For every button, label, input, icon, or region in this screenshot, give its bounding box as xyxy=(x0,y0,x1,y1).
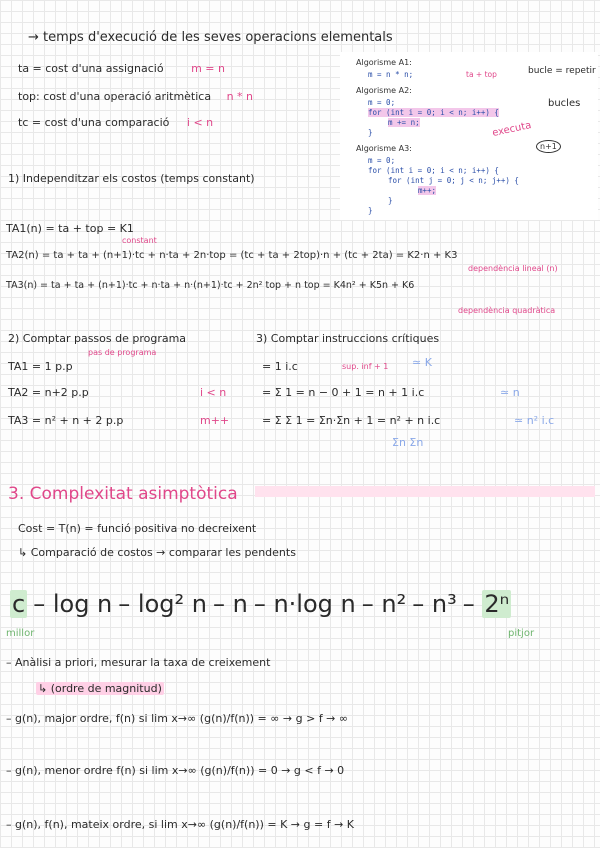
a3-line3: for (int j = 0; j < n; j++) { xyxy=(388,176,519,185)
order-3: n xyxy=(232,590,248,618)
order-2: log² n xyxy=(137,590,207,618)
a3-line5: } xyxy=(388,196,393,205)
ann-n1: n+1 xyxy=(536,140,561,153)
order-6: n³ xyxy=(431,590,457,618)
ann-bucles: bucles xyxy=(548,98,581,109)
step2-ta2: TA2 = n+2 p.p xyxy=(8,386,89,399)
ta2-cost: TA2(n) = ta + ta + (n+1)·tc + n·ta + 2n·top = (tc + ta + 2top)·n + (tc + 2ta) = K2·n + K3 xyxy=(6,250,458,261)
order-4: n·log n xyxy=(273,590,356,618)
ta2-note: dependència lineal (n) xyxy=(468,264,558,273)
step3-row1-cmp: ≃ K xyxy=(412,356,432,369)
step3-row3-pre: m++ xyxy=(200,414,230,427)
analysis-line: – Anàlisi a priori, mesurar la taxa de creixement xyxy=(6,656,271,669)
step3-row3-sub: Σn Σn xyxy=(392,436,424,449)
a3-title: Algorisme A3: xyxy=(356,144,412,153)
a2-title: Algorisme A2: xyxy=(356,86,412,95)
ta3-cost: TA3(n) = ta + ta + (n+1)·tc + n·ta + n·(n+1)·tc + 2n² top + n top = K4n² + K5n + K6 xyxy=(6,280,415,291)
ta3-note: dependència quadràtica xyxy=(458,306,556,315)
ta1-note: constant xyxy=(122,236,157,245)
step3-row2-cmp: ≃ n xyxy=(500,386,520,399)
a2-line2: for (int i = 0; i < n; i++) { xyxy=(368,108,499,117)
cost-definition: Cost = T(n) = funció positiva no decreixent xyxy=(18,522,257,535)
step3-title: 3) Comptar instruccions crítiques xyxy=(256,332,440,345)
step1-title: 1) Independitzar els costos (temps constant) xyxy=(8,172,255,185)
step3-row2-pre: i < n xyxy=(200,386,227,399)
section-underline xyxy=(255,486,595,497)
order-1: log n xyxy=(52,590,113,618)
row-major-order: – g(n), major ordre, f(n) si lim x→∞ (g(n)/f(n)) = ∞ → g > f → ∞ xyxy=(6,712,349,725)
a3-line2: for (int i = 0; i < n; i++) { xyxy=(368,166,499,175)
ann-tatop: ta + top xyxy=(466,70,497,79)
order-0: c xyxy=(12,590,26,618)
a2-line4: } xyxy=(368,128,373,137)
step3-row3: = Σ Σ 1 = Σn·Σn + 1 = n² + n i.c xyxy=(262,414,441,427)
a1-title: Algorisme A1: xyxy=(356,58,412,67)
intro-heading: → temps d'execució de les seves operacions elementals xyxy=(28,30,393,45)
a3-line1: m = 0; xyxy=(368,156,396,165)
tc-definition: tc = cost d'una comparació i < n xyxy=(18,116,214,129)
ann-executa: executa xyxy=(491,120,533,139)
ann-bucle: bucle = repetir xyxy=(528,66,596,76)
top-definition: top: cost d'una operació aritmètica n * n xyxy=(18,90,254,103)
a1-line: m = n * n; xyxy=(368,70,414,79)
row-minor-order: – g(n), menor ordre f(n) si lim x→∞ (g(n)/f(n)) = 0 → g < f → 0 xyxy=(6,764,345,777)
step2-ta3: TA3 = n² + n + 2 p.p xyxy=(8,414,124,427)
a3-line6: } xyxy=(368,206,373,215)
best-label: millor xyxy=(6,628,35,639)
step3-row1: = 1 i.c xyxy=(262,360,298,373)
order-7: 2ⁿ xyxy=(484,590,510,618)
a2-line1: m = 0; xyxy=(368,98,396,107)
step2-title: 2) Comptar passos de programa xyxy=(8,332,187,345)
order-5: n² xyxy=(381,590,407,618)
section3-title: 3. Complexitat asimptòtica xyxy=(8,484,238,504)
ta1-cost: TA1(n) = ta + top = K1 xyxy=(6,222,134,235)
step3-row1-note: sup. inf + 1 xyxy=(342,362,389,371)
ta-definition: ta = cost d'una assignació m = n xyxy=(18,62,225,75)
step2-note: pas de programa xyxy=(88,348,157,357)
step3-row3-cmp: ≃ n² i.c xyxy=(514,414,555,427)
step2-ta1: TA1 = 1 p.p xyxy=(8,360,73,373)
cost-comparison: ↳ Comparació de costos → comparar les pendents xyxy=(18,546,296,559)
magnitude-line: ↳ (ordre de magnitud) xyxy=(38,682,162,695)
a3-line4: m++; xyxy=(418,186,437,195)
step3-row2: = Σ 1 = n − 0 + 1 = n + 1 i.c xyxy=(262,386,425,399)
row-same-order: – g(n), f(n), mateix ordre, si lim x→∞ (g(n)/f(n)) = K → g = f → K xyxy=(6,818,354,831)
worst-label: pitjor xyxy=(508,628,535,639)
code-panel xyxy=(340,52,598,220)
a2-line3: m += n; xyxy=(388,118,420,127)
complexity-hierarchy: c – log n – log² n – n – n·log n – n² – n³ – 2ⁿ xyxy=(12,590,510,618)
